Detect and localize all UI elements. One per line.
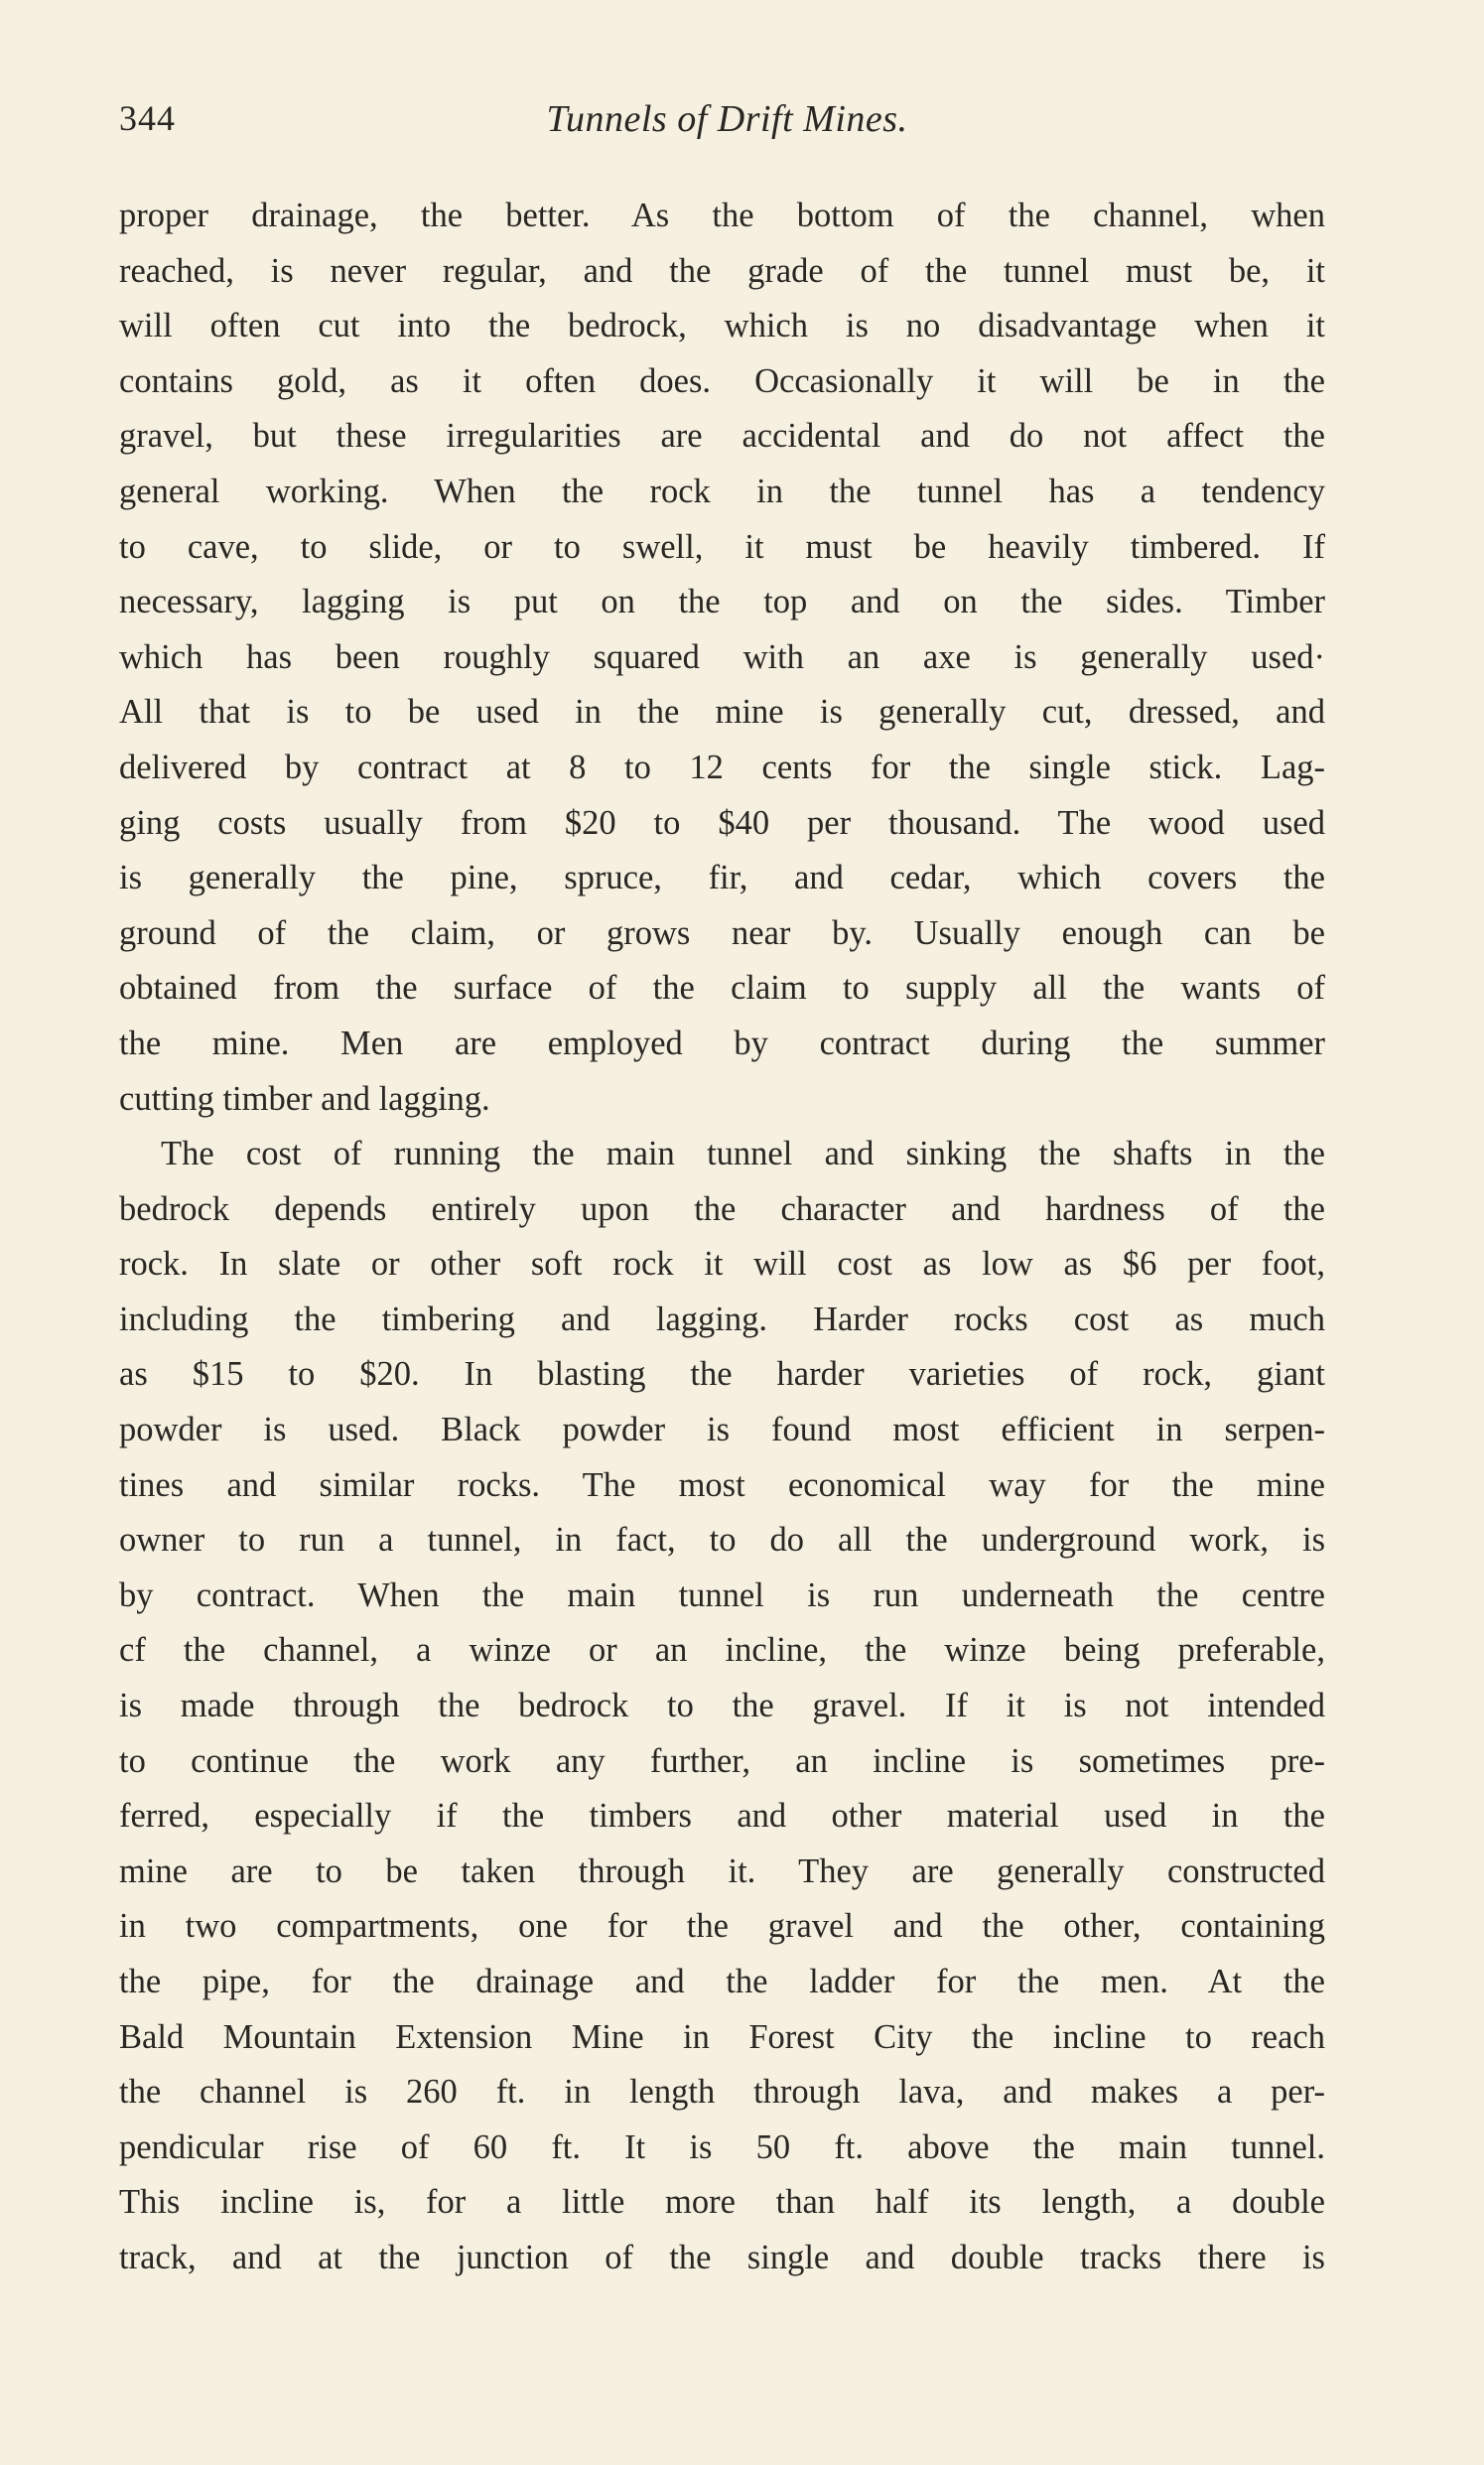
- running-title: Tunnels of Drift Mines.: [546, 98, 908, 140]
- text-line: to continue the work any further, an incline is sometimes pre-: [119, 1741, 1325, 1780]
- text-line: contains gold, as it often does. Occasionally it will be in the: [119, 361, 1325, 400]
- text-line: will often cut into the bedrock, which is no disadvantage when it: [119, 307, 1325, 345]
- text-line: powder is used. Black powder is found most efficient in serpen-: [119, 1411, 1325, 1449]
- text-line: the mine. Men are employed by contract during the summer: [119, 1024, 1325, 1062]
- text-line: is made through the bedrock to the gravel. If it is not intended: [119, 1687, 1325, 1725]
- text-line: in two compartments, one for the gravel and the other, containing: [119, 1907, 1325, 1946]
- text-line: including the timbering and lagging. Harder rocks cost as much: [119, 1300, 1325, 1338]
- text-line: pendicular rise of 60 ft. It is 50 ft. above the main tunnel.: [119, 2127, 1325, 2166]
- text-line: delivered by contract at 8 to 12 cents for the single stick. Lag-: [119, 748, 1325, 786]
- text-line: is generally the pine, spruce, fir, and cedar, which covers the: [119, 859, 1325, 897]
- text-line: gravel, but these irregularities are accidental and do not affect the: [119, 417, 1325, 456]
- text-line: Bald Mountain Extension Mine in Forest City the incline to reach: [119, 2017, 1325, 2056]
- text-line: rock. In slate or other soft rock it will cost as low as $6 per foot,: [119, 1245, 1325, 1284]
- text-line: All that is to be used in the mine is generally cut, dressed, and: [119, 693, 1325, 732]
- body-text: [119, 189, 1325, 2286]
- text-line: ging costs usually from $20 to $40 per thousand. The wood used: [119, 803, 1325, 842]
- text-line: the pipe, for the drainage and the ladder for the men. At the: [119, 1963, 1325, 2000]
- text-line: general working. When the rock in the tunnel has a tendency: [119, 472, 1325, 510]
- paragraph-start-line: The cost of running the main tunnel and sinking the shafts in the: [161, 1135, 1325, 1173]
- text-line: mine are to be taken through it. They are generally constructed: [119, 1851, 1325, 1890]
- text-line: to cave, to slide, or to swell, it must be heavily timbered. If: [119, 527, 1325, 566]
- text-line: tines and similar rocks. The most economical way for the mine: [119, 1465, 1325, 1504]
- text-line: which has been roughly squared with an axe is generally used·: [119, 637, 1325, 676]
- paragraph-end-line: cutting timber and lagging.: [119, 1079, 490, 1118]
- text-line: owner to run a tunnel, in fact, to do all the underground work, is: [119, 1521, 1325, 1560]
- text-line: bedrock depends entirely upon the character and hardness of the: [119, 1189, 1325, 1228]
- text-line: This incline is, for a little more than half its length, a double: [119, 2183, 1325, 2222]
- text-line: necessary, lagging is put on the top and on the sides. Timber: [119, 583, 1325, 621]
- page-number: 344: [119, 98, 176, 138]
- text-line: cf the channel, a winze or an incline, the winze being preferable,: [119, 1631, 1325, 1670]
- text-line: track, and at the junction of the single and double tracks there is: [119, 2238, 1325, 2276]
- text-line: reached, is never regular, and the grade of the tunnel must be, it: [119, 251, 1325, 290]
- text-line: by contract. When the main tunnel is run underneath the centre: [119, 1575, 1325, 1614]
- text-line: as $15 to $20. In blasting the harder varieties of rock, giant: [119, 1355, 1325, 1394]
- page-header: [119, 97, 1335, 147]
- text-line: obtained from the surface of the claim to supply all the wants of: [119, 969, 1325, 1008]
- text-line: the channel is 260 ft. in length through lava, and makes a per-: [119, 2073, 1325, 2112]
- text-line: proper drainage, the better. As the bottom of the channel, when: [119, 197, 1325, 234]
- text-line: ferred, especially if the timbers and other material used in the: [119, 1797, 1325, 1836]
- text-line: ground of the claim, or grows near by. Usually enough can be: [119, 913, 1325, 952]
